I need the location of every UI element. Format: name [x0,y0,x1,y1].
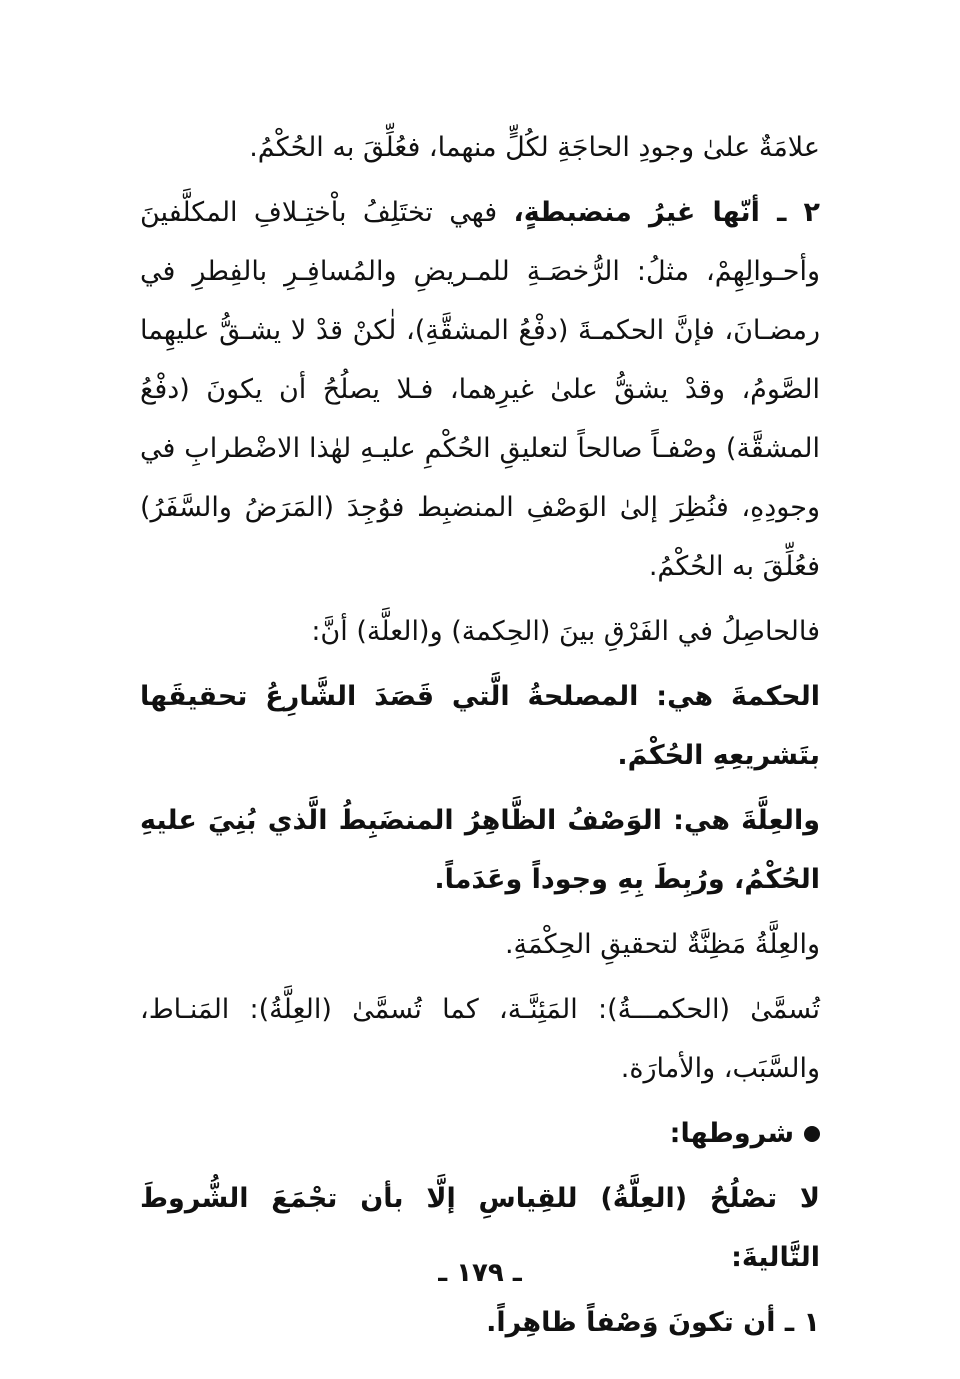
paragraph-5-lead: والعِلَّةَ هي: [673,805,820,836]
paragraph-2-text: فهي تختَلِفُ باْختِـلافِ المكلَّفينَ وأحـوالِهِمْ، مثلُ: الرُّخصَـةِ للمـريضِ والمُسافِـرِ بالفِطرِ في رمضـانَ، فإنَّ الحكمـةَ (دفْعُ المشقَّةِ)، لٰكنْ قدْ لا يشـقُّ عليهِما الصَّومُ، وقدْ يشقُّ علىٰ غيرِهما، فـلا يصلُحُ أن يكونَ (دفْعُ المشقَّة) وصْفـاً صالحاً لتعليقِ الحُكْمِ عليـهِ لهٰذا الاضْطرابِ في وجودِهِ، فنُظِرَ إلىٰ الوَصْفِ المنضبِط فوُجِدَ (المَرَضُ والسَّفَرُ) فعُلِّقَ به الحُكْمُ. [140,197,820,582]
paragraph-4-lead: الحكمةَ هي: [656,681,820,712]
paragraph-2 [140,183,820,596]
paragraph-6 [140,915,820,974]
paragraph-5 [140,791,820,909]
paragraph-2-lead: ٢ ـ أنّها غيرُ منضبطةٍ، [513,197,820,228]
page-body [140,118,820,1352]
paragraph-1 [140,118,820,177]
paragraph-3 [140,602,820,661]
paragraph-9-text: ١ ـ أن تكونَ وَصْفاً ظاهِراً. [486,1307,820,1338]
paragraph-7-text: تُسمَّىٰ (الحكمـــةُ): المَئِنَّـة، كما تُسمَّىٰ (العِلَّةُ): المَنـاط، والسَّبَب، والأمارَة. [140,994,820,1084]
paragraph-8-text: لا تصْلُحُ (العِلَّةُ) للقِياسِ إلَّا بأن تجْمَعَ الشُّروطَ التَّاليةَ: [140,1183,820,1273]
section-heading [140,1104,820,1163]
section-heading-text: شروطها: [669,1118,794,1149]
paragraph-4 [140,667,820,785]
page-number: ـ ١٧٩ ـ [438,1258,522,1288]
paragraph-5-text: الوَصْفُ الظَّاهِرُ المنضَبِطُ الَّذي بُنِيَ عليهِ الحُكْمُ، ورُبِطَ بِهِ وجوداً وعَدَماً. [140,805,820,895]
paragraph-9 [140,1293,820,1352]
paragraph-4-text: المصلحةُ الَّتي قَصَدَ الشَّارِعُ تحقيقَها بتَشريعِهِ الحُكْمَ. [140,681,820,771]
bullet-dot-icon [804,1126,820,1142]
paragraph-3-text: فالحاصِلُ في الفَرْقِ بينَ (الحِكمة) و(العلَّة) أنَّ: [311,616,820,647]
paragraph-1-text: علامَةٌ علىٰ وجودِ الحاجَةِ لكُلٍّ منهما، فعُلِّقَ به الحُكْمُ. [249,132,820,163]
paragraph-7 [140,980,820,1098]
paragraph-6-text: والعِلَّةُ مَظِنَّةٌ لتحقيقِ الحِكْمَةِ. [504,929,820,960]
